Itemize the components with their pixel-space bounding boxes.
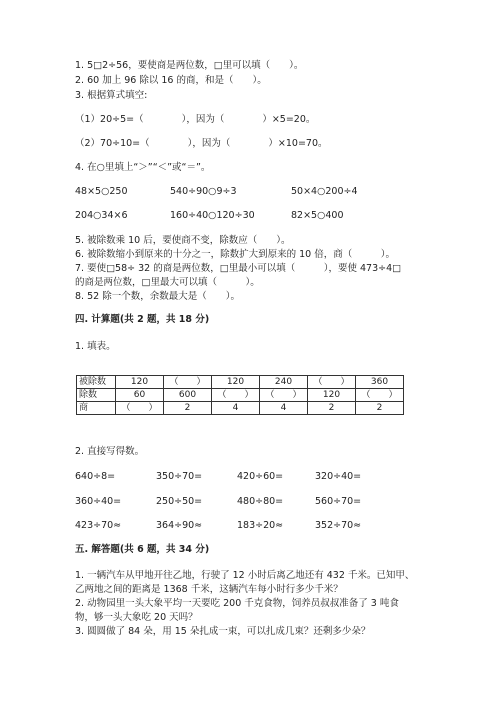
word-problem-1-line-2: 乙两地之间的距离是 1368 千米，这辆汽车每小时行多少千米？ [75, 584, 343, 595]
table-cell: 600 [164, 389, 212, 402]
table-cell: 360 [356, 376, 404, 389]
calc-item: 360÷40= [75, 496, 122, 507]
calc-item: 560÷70= [315, 496, 362, 507]
question-7-line-1: 7. 要使□58÷ 32 的商是两位数，□里最小可以填（ ），要使 473÷4□ [75, 263, 402, 274]
calc-item: 420÷60= [237, 471, 284, 482]
table-cell: 2 [164, 402, 212, 415]
table-cell: 4 [260, 402, 308, 415]
calc-item: 364÷90≈ [156, 520, 203, 531]
table-cell: 除数 [77, 389, 116, 402]
calc-item: 423÷70≈ [75, 520, 122, 531]
word-problem-3: 3. 圆圆做了 84 朵，用 15 朵扎成一束，可以扎成几束？还剩多少朵？ [75, 626, 371, 637]
question-2: 2. 60 加上 96 除以 16 的商，和是（ ）。 [75, 75, 267, 86]
compare-item: 50×4○200÷4 [291, 186, 358, 197]
calc-item: 640÷8= [75, 471, 116, 482]
calc-item: 480÷80= [237, 496, 284, 507]
section-4-question-2: 2. 直接写得数。 [75, 446, 145, 457]
calc-item: 350÷70= [156, 471, 203, 482]
table-row [77, 402, 404, 415]
compare-item: 160÷40○120÷30 [170, 210, 255, 221]
table-row [77, 376, 404, 389]
table-cell: 商 [77, 402, 116, 415]
word-problem-2-line-1: 2. 动物园里一头大象平均一天要吃 200 千克食物，饲养员叔叔准备了 3 吨食 [75, 598, 399, 609]
question-7-line-2: 的商是两位数，□里最大可以填（ ）。 [75, 277, 260, 288]
compare-item: 48×5○250 [75, 186, 128, 197]
table-cell: 4 [212, 402, 260, 415]
question-3b: （2）70÷10=（ ），因为（ ）×10=70。 [75, 138, 328, 149]
table-cell: 2 [356, 402, 404, 415]
section-4-question-1: 1. 填表。 [75, 341, 116, 352]
table-cell: 120 [116, 376, 164, 389]
table-cell: （ ） [308, 376, 356, 389]
table-cell: 120 [212, 376, 260, 389]
compare-item: 82×5○400 [291, 210, 344, 221]
compare-item: 540÷90○9÷3 [170, 186, 237, 197]
question-5: 5. 被除数乘 10 后，要使商不变，除数应（ ）。 [75, 235, 291, 246]
question-4: 4. 在○里填上“＞”“＜”或“＝”。 [75, 162, 211, 173]
fill-table [76, 375, 404, 415]
calc-item: 183÷20≈ [237, 520, 284, 531]
calc-item: 250÷50= [156, 496, 203, 507]
table-cell: （ ） [260, 389, 308, 402]
calc-item: 320÷40= [315, 471, 362, 482]
table-cell: （ ） [164, 376, 212, 389]
section-4-title: 四. 计算题(共 2 题，共 18 分) [75, 314, 210, 325]
table-cell: 被除数 [77, 376, 116, 389]
table-cell: 240 [260, 376, 308, 389]
calc-item: 352÷70≈ [315, 520, 362, 531]
question-1: 1. 5□2÷56，要使商是两位数，□里可以填（ ）。 [75, 60, 304, 71]
question-3: 3. 根据算式填空: [75, 90, 148, 101]
word-problem-1-line-1: 1. 一辆汽车从甲地开往乙地，行驶了 12 小时后离乙地还有 432 千米。已知甲、 [75, 570, 415, 581]
question-8: 8. 52 除一个数，余数最大是（ ）。 [75, 291, 240, 302]
section-5-title: 五. 解答题(共 6 题，共 34 分) [75, 544, 210, 555]
table-cell: 60 [116, 389, 164, 402]
table-cell: 2 [308, 402, 356, 415]
compare-item: 204○34×6 [75, 210, 128, 221]
table-cell: （ ） [212, 389, 260, 402]
table-cell: （ ） [116, 402, 164, 415]
word-problem-2-line-2: 物，够一头大象吃 20 天吗？ [75, 612, 198, 623]
table-cell: （ ） [356, 389, 404, 402]
question-6: 6. 被除数缩小到原来的十分之一，除数扩大到原来的 10 倍，商（ ）。 [75, 249, 395, 260]
table-cell: 120 [308, 389, 356, 402]
table-row [77, 389, 404, 402]
question-3a: （1）20÷5=（ ），因为（ ）×5=20。 [75, 114, 316, 125]
